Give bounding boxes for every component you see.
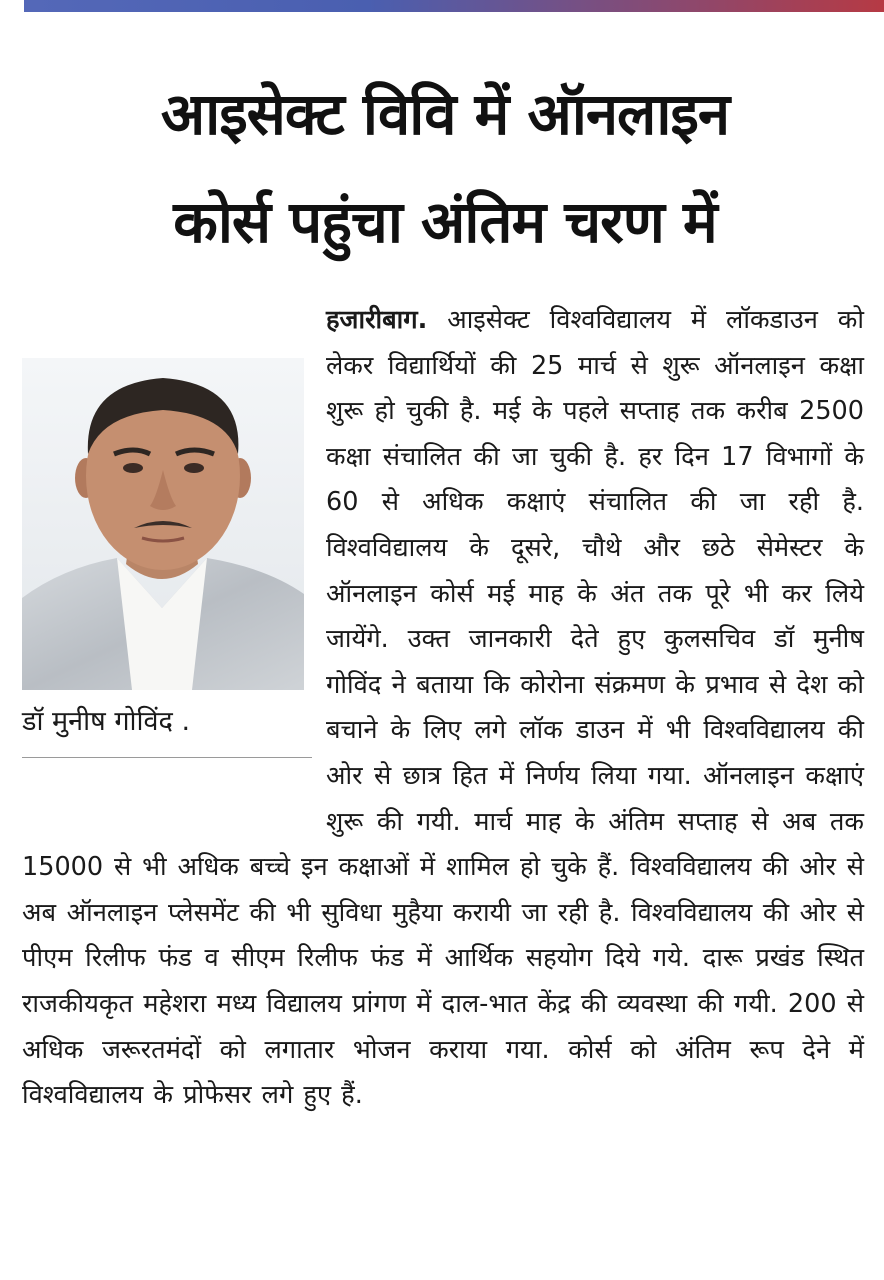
article-body-text: आइसेक्ट विश्वविद्यालय में लॉकडाउन को लेकर विद्यार्थियों की 25 मार्च से शुरू ऑनलाइन कक्षा शुरू हो चुकी है. मई के पहले सप्ताह तक करीब 2500 कक्षा संचालित की जा चुकी है. हर दिन 17 विभागों के 60 से अधिक कक्षाएं संचालित की जा रही है. विश्वविद्यालय के दूसरे, चौथे और छठे सेमेस्टर के ऑनलाइन कोर्स मई माह के अंत तक पूरे भी कर लिये जायेंगे. उक्त जानकारी देते हुए कुलसचिव डॉ मुनीष गोविंद ने बताया कि कोरोना संक्रमण के प्रभाव से देश को बचाने के लिए लगे लॉक डाउन में भी विश्वविद्यालय की ओर से छात्र हित में निर्णय लिया गया. ऑनलाइन कक्षाएं शुरू की गयी. मार्च माह के अंतिम सप्ताह से अब तक 15000 से भी अधिक बच्चे इन कक्षाओं में शामिल हो चुके हैं. विश्वविद्यालय की ओर से अब ऑनलाइन प्लेसमेंट की भी सुविधा मुहैया करायी जा रही है. विश्वविद्यालय की ओर से पीएम रिलीफ फंड व सीएम रिलीफ फंड में आर्थिक सहयोग दिये गये. दारू प्रखंड स्थित राजकीयकृत महेशरा मध्य विद्यालय प्रांगण में दाल-भात केंद्र की व्यवस्था की गयी. 200 से अधिक जरूरतमंदों को लगातार भोजन कराया गया. कोर्स को अंतिम रूप देने में विश्वविद्यालय के प्रोफेसर लगे हुए हैं. bbox=[22, 305, 864, 1111]
photo-caption: डॉ मुनीष गोविंद . bbox=[22, 706, 191, 737]
dateline: हजारीबाग. bbox=[326, 305, 428, 335]
photo-wrap-space bbox=[22, 344, 326, 800]
masthead-color-rule bbox=[24, 0, 884, 12]
headline-line-1: आइसेक्ट विवि में ऑनलाइन bbox=[160, 80, 730, 148]
article-body bbox=[22, 298, 864, 1119]
headline-line-2: कोर्स पहुंचा अंतिम चरण में bbox=[173, 188, 717, 256]
headline bbox=[20, 60, 870, 276]
